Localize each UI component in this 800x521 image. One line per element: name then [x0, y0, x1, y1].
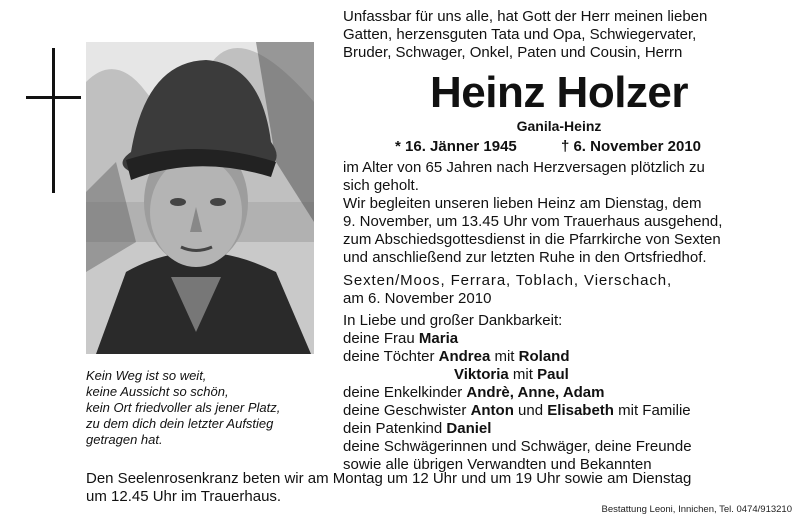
death-date: † 6. November 2010: [560, 138, 702, 155]
rosary-line: um 12.45 Uhr im Trauerhaus.: [86, 488, 282, 505]
mourner-inlaws: deine Schwägerinnen und Schwäger, deine Freunde: [343, 438, 692, 455]
poem-line: kein Ort friedvoller als jener Platz,: [86, 400, 281, 415]
life-dates: [385, 138, 785, 156]
mourner-label: deine Töchter: [343, 348, 439, 365]
intro-line: Unfassbar für uns alle, hat Gott der Herr meinen lieben: [343, 8, 708, 25]
mourner-name: Viktoria: [454, 366, 509, 383]
rosary-line: Den Seelenrosenkranz beten wir am Montag um 12 Uhr und um 19 Uhr sowie am Dienstag: [86, 470, 692, 487]
mourner-label: dein Patenkind: [343, 420, 447, 437]
funeral-home-credit: Bestattung Leoni, Innichen, Tel. 0474/913210: [601, 504, 792, 515]
mourner-name: Paul: [537, 366, 569, 383]
intro-line: Bruder, Schwager, Onkel, Paten und Cousin, Herrn: [343, 44, 683, 61]
poem-line: zu dem dich dein letzter Aufstieg: [86, 416, 274, 431]
body-line: 9. November, um 13.45 Uhr vom Trauerhaus ausgehend,: [343, 213, 723, 230]
mourner-label: mit Familie: [613, 402, 691, 419]
body-line: und anschließend zur letzten Ruhe in den Ortsfriedhof.: [343, 249, 707, 266]
deceased-name: Heinz Holzer: [429, 68, 689, 117]
body-line: zum Abschiedsgottesdienst in die Pfarrkirche von Sexten: [343, 231, 721, 248]
mourner-connector: mit: [508, 366, 538, 383]
poem-line: getragen hat.: [86, 432, 163, 447]
body-line: sich geholt.: [343, 177, 419, 194]
mourner-relatives: sowie alle übrigen Verwandten und Bekannten: [343, 456, 652, 473]
place-date: am 6. November 2010: [343, 290, 492, 307]
mourners-intro: In Liebe und großer Dankbarkeit:: [343, 312, 563, 329]
body-line: Wir begleiten unseren lieben Heinz am Dienstag, dem: [343, 195, 702, 212]
body-line: im Alter von 65 Jahren nach Herzversagen plötzlich zu: [343, 159, 705, 176]
mourner-name: Maria: [418, 330, 459, 347]
mourner-label: deine Enkelkinder: [343, 384, 467, 401]
nickname: Ganila-Heinz: [516, 118, 602, 134]
rosary-notice: [86, 470, 786, 506]
cross-icon: [52, 48, 55, 193]
mourner-name: Anton: [470, 402, 514, 419]
mourner-connector: mit: [490, 348, 519, 365]
mourner-name: Elisabeth: [547, 402, 614, 419]
poem-line: keine Aussicht so schön,: [86, 384, 229, 399]
memorial-poem: [86, 368, 316, 448]
place-line: Sexten/Moos, Ferrara, Toblach, Vierschach,: [343, 272, 673, 289]
mourner-label: deine Frau: [343, 330, 419, 347]
mourner-daughter2: [343, 366, 783, 384]
portrait-illustration: [86, 42, 314, 354]
intro-text: [343, 8, 783, 62]
mourner-grandchildren: [343, 384, 783, 402]
mourner-name: Andrè, Anne, Adam: [466, 384, 605, 401]
poem-line: Kein Weg ist so weit,: [86, 368, 207, 383]
portrait-photo: [86, 42, 314, 354]
mourner-wife: [343, 330, 783, 348]
mourner-name: Daniel: [446, 420, 492, 437]
mourner-connector: und: [513, 402, 548, 419]
intro-line: Gatten, herzensguten Tata und Opa, Schwiegervater,: [343, 26, 697, 43]
mourner-name: Andrea: [438, 348, 491, 365]
cross-icon-bar: [26, 96, 81, 99]
birth-date: * 16. Jänner 1945: [395, 138, 517, 155]
mourner-daughters: [343, 348, 783, 366]
mourners-list: [343, 312, 783, 474]
mourner-siblings: [343, 402, 783, 420]
mourner-godchild: [343, 420, 783, 438]
announcement-body: [343, 159, 783, 267]
mourner-label: deine Geschwister: [343, 402, 471, 419]
place-and-date: [343, 272, 783, 308]
mourner-name: Roland: [518, 348, 570, 365]
